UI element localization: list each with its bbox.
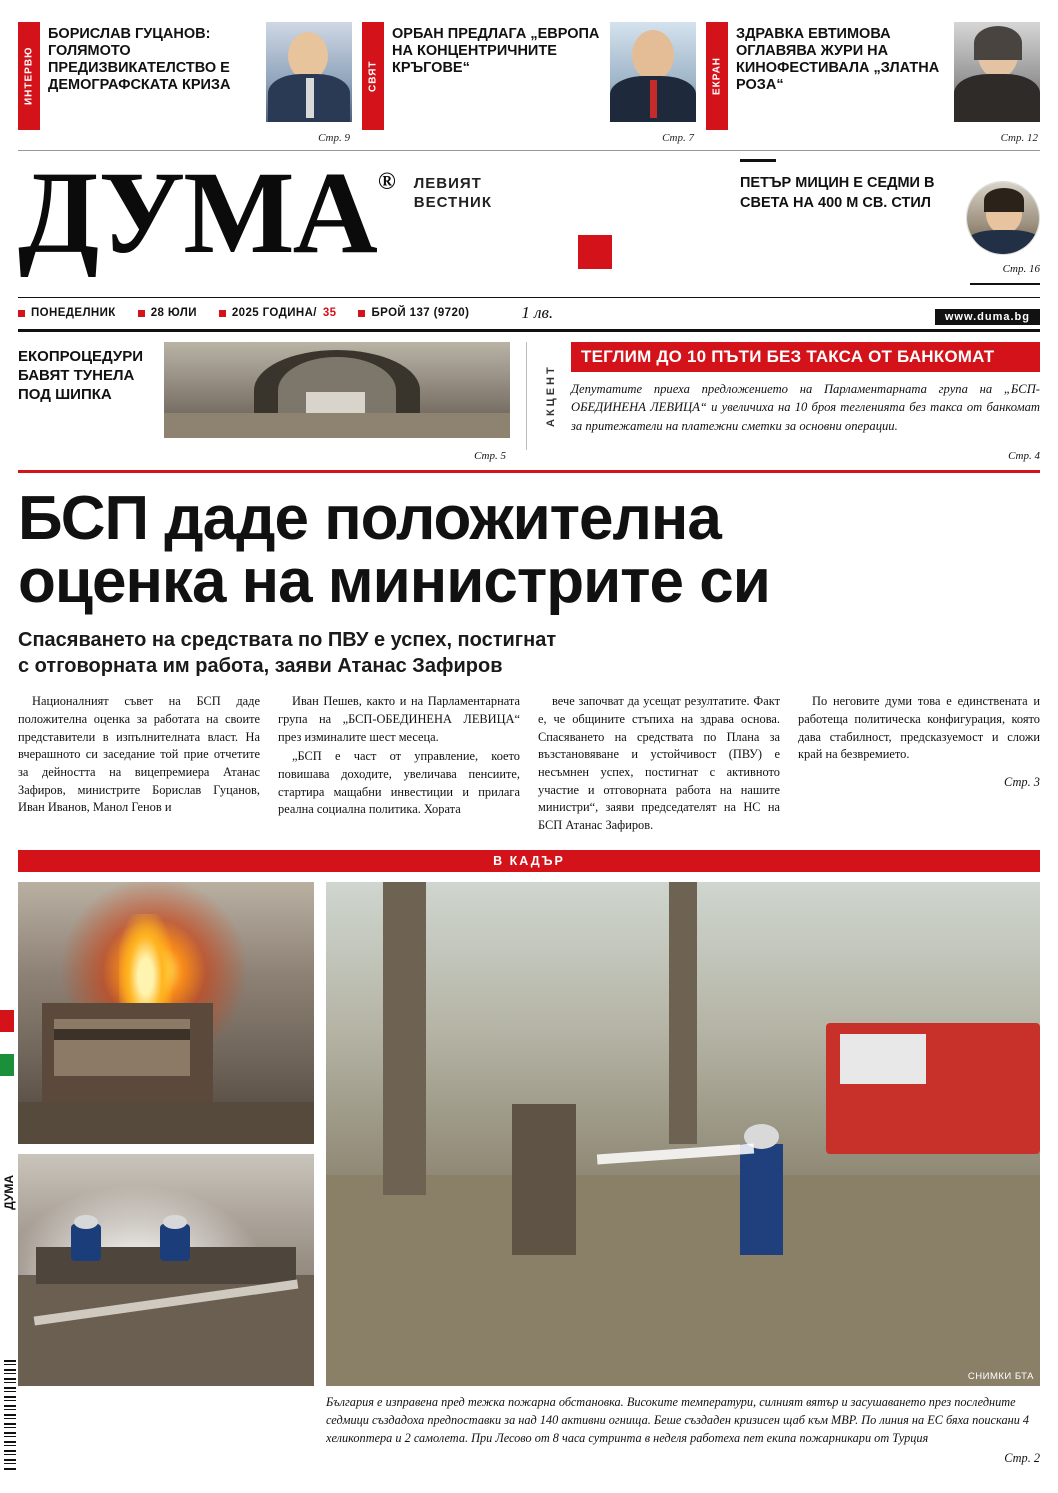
teaser-tag-world: СВЯТ [362,22,384,130]
masthead [18,147,1040,291]
article-column-2 [278,693,520,836]
teaser-title-interview: БОРИСЛАВ ГУЦАНОВ: ГОЛЯМОТО ПРЕДИЗВИКАТЕЛСТВО Е ДЕМОГРАФСКАТА КРИЗА [48,26,231,94]
photo-column-right [326,882,1040,1467]
dateline-year-number: 35 [322,307,337,319]
section-bar-v-kadar: В КАДЪР [18,850,1040,872]
dateline-date [138,307,197,319]
teaser-body-world [384,22,610,130]
price-label: 1 лв. [521,303,554,322]
sport-teaser-page: Стр. 16 [1002,263,1040,275]
dateline-year-label: 2025 ГОДИНА/ [231,307,317,319]
sport-teaser-text: ПЕТЪР МИЦИН Е СЕДМИ В СВЕТА НА 400 М СВ. СТИЛ [740,175,935,211]
bullet-square-icon [138,310,145,317]
logo-red-square [578,235,612,269]
newspaper-logo [18,147,394,278]
divider-accent [18,470,1040,473]
dateline-year [219,307,337,319]
bullet-square-icon [18,310,25,317]
article-column-1 [18,693,260,836]
dateline-weekday [18,307,116,319]
teaser-tunnel-page: Стр. 5 [474,450,506,462]
paragraph: Националният съвет на БСП даде положителна оценка за работата на своите представители в изпълнителната власт. На вчерашното си заседание той прие отчетите за дейността на вицепремиера Атанас Зафиров, министрите Борислав Гуцанов, Иван Иванов, Манол Генов и [18,694,260,815]
website-url[interactable]: www.duma.bg [935,309,1040,325]
spine-label: ДУМА [2,1175,16,1210]
top-teaser-strip [18,0,1040,144]
paragraph: Иван Пешев, както и на Парламентарната група на „БСП-ОБЕДИНЕНА ЛЕВИЦА“ през изминалите шест месеца. [278,694,520,744]
photo-firefighter-spraying [326,882,1040,1386]
photo-caption [326,1394,1040,1467]
spine-marks [0,1010,18,1076]
photo-credit: СНИМКИ БТА [967,1371,1034,1383]
akcent-block [526,342,1040,462]
photo-caption-text: България е изправена пред тежка пожарна обстановка. Високите температури, силният вятър и засушаването през последните седмици създадоха предпоставки за над 140 активни огнища. Беше създаден кризисен щаб към МВР. По линия на ЕС бяха поискани 4 хеликоптера и 2 самолета. При Лесово от 8 часа сутринта в неделя работеха пет екипа пожарникари от Турция [326,1395,1030,1445]
sport-underline [970,283,1040,285]
page-title [18,484,1040,617]
article-column-3 [538,693,780,836]
spine-square-green [0,1054,14,1076]
subheadline-line-1: Спасяването на средствата по ПВУ е успех, постигнат [18,629,557,652]
paragraph: вече започват да усещат резултатите. Факт е, че общините стъпиха на здрава основа. Спасяването на средствата по Плана за възстановяване и устойчивост (ПВУ) е несъмнен успех, постигнат с активното участие и отговорната работа на нашите министри“, заяви председателят на НС на БСП Атанас Зафиров. [538,694,780,832]
dateline-issue-text: БРОЙ 137 (9720) [371,307,470,319]
akcent-headline[interactable]: ТЕГЛИМ ДО 10 ПЪТИ БЕЗ ТАКСА ОТ БАНКОМАТ [571,342,1040,372]
teaser-tag-screen: ЕКРАН [706,22,728,130]
teaser-interview[interactable] [18,22,352,144]
bullet-square-icon [219,310,226,317]
teaser-tunnel[interactable] [18,342,510,462]
akcent-body [561,342,1040,450]
teaser-body-interview [40,22,266,130]
teaser-world[interactable] [362,22,696,144]
tagline-line1: ЛЕВИЯТ [413,175,482,192]
photo-firefighters-on-roof [18,1154,314,1386]
teaser-page-interview: Стр. 9 [318,132,350,144]
spine-square-red [0,1010,14,1032]
teaser-title-world: ОРБАН ПРЕДЛАГА „ЕВРОПА НА КОНЦЕНТРИЧНИТЕ КРЪГОВЕ“ [392,26,600,77]
secondary-teaser-row [18,342,1040,462]
teaser-screen[interactable] [706,22,1040,144]
paragraph: По неговите думи това е единствената и работеща политическа конфигурация, която дава стабилност, предсказуемост и сложи край на безвремието. [798,694,1040,762]
teaser-tag-interview: ИНТЕРВЮ [18,22,40,130]
article-column-4 [798,693,1040,836]
teaser-title-screen: ЗДРАВКА ЕВТИМОВА ОГЛАВЯВА ЖУРИ НА КИНОФЕСТИВАЛА „ЗЛАТНА РОЗА“ [736,26,940,94]
article-continued-page: Стр. 3 [1004,774,1040,789]
sport-rule [740,159,776,162]
dateline-issue [358,307,469,319]
dateline-date-text: 28 ЮЛИ [150,307,197,319]
article-columns [18,693,1040,836]
headline-line-1: БСП даде положителна [18,484,721,553]
avatar-mitsin [966,181,1040,255]
teaser-photo-evtimova [954,22,1040,122]
subheadline [18,627,1040,679]
barcode [4,1360,16,1470]
akcent-tag: АКЦЕНТ [545,364,557,428]
teaser-tunnel-title: ЕКОПРОЦЕДУРИ БАВЯТ ТУНЕЛА ПОД ШИПКА [18,348,144,403]
spine-square-white [0,1032,14,1054]
teaser-page-world: Стр. 7 [662,132,694,144]
subheadline-line-2: с отговорната им работа, заяви Атанас Зафиров [18,655,503,678]
sport-teaser[interactable] [740,159,1040,275]
photo-column-left [18,882,314,1467]
teaser-photo-gutsanov [266,22,352,122]
dateline-bar [18,297,1040,332]
paragraph: „БСП е част от управление, което повишава доходите, увеличава пенсиите, стартира мащабни инвестиции и прилага реална социална политика. Хората [278,749,520,817]
dateline-weekday-text: ПОНЕДЕЛНИК [31,307,116,319]
registered-mark: ® [377,169,394,195]
headline-line-2: оценка на министрите си [18,547,770,617]
akcent-text: Депутатите приеха предложението на Парламентарната група на „БСП-ОБЕДИНЕНА ЛЕВИЦА“ и увеличиха на 10 броя тегленията без такса от банкомат за притежатели на платежни сметки за основни операции. [571,382,1040,433]
teaser-body-screen [728,22,954,130]
photo-grid [18,882,1040,1467]
logo-text: ДУМА [18,147,376,278]
teaser-page-screen: Стр. 12 [1000,132,1038,144]
teaser-tunnel-photo [164,342,510,438]
bullet-square-icon [358,310,365,317]
photo-house-on-fire [18,882,314,1144]
akcent-page: Стр. 4 [1008,450,1040,462]
photo-caption-page: Стр. 2 [1004,1450,1040,1465]
tagline-line2: ВЕСТНИК [413,193,492,211]
teaser-photo-orban [610,22,696,122]
tagline [414,175,492,213]
